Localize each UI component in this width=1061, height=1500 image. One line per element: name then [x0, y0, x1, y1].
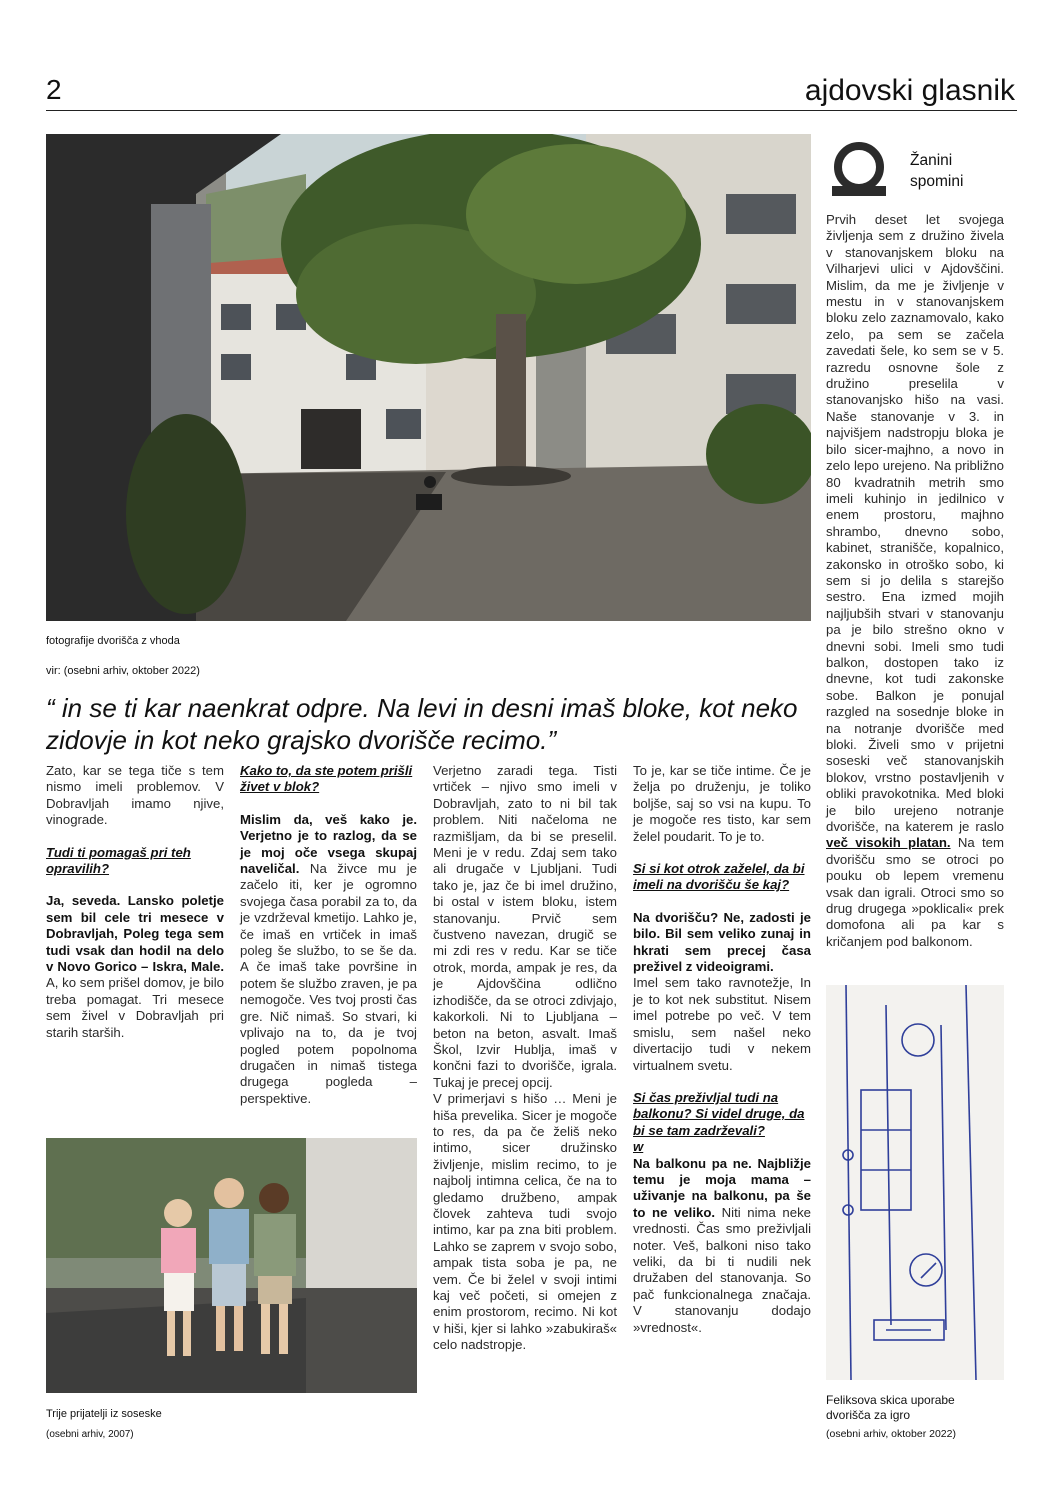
- sidebar-title: [910, 150, 963, 192]
- article-column-4: [633, 763, 811, 1336]
- sidebar-highlight: več visokih platan.: [826, 835, 951, 851]
- article-column-1: [46, 763, 224, 1041]
- header-divider: [46, 110, 1017, 111]
- paragraph: [826, 212, 1004, 950]
- interview-question-extra: w: [633, 1139, 644, 1155]
- answer-bold: Mislim da, veš kako je. Verjetno je to razlog, da se je moj oče vsega skupaj naveličal.: [240, 811, 417, 877]
- paragraph: [633, 910, 811, 976]
- sidebar-text: [826, 212, 1004, 950]
- sidebar-text-b: Na tem dvorišču smo se otroci po pouku ob lepem vremenu vsak dan igrali. Otroci smo so drug drugega »poklicali« prek domofona ali pa kar s kričanjem pod balkonom.: [826, 835, 1004, 949]
- main-photo-source: vir: (osebni arhiv, oktober 2022): [46, 665, 200, 677]
- paragraph: To je, kar se tiče intime. Če je želja po druženju, je toliko boljše, saj so vsi na kupu. To je mogoče res tisto, kar sem želel poudarit. To je to.: [633, 763, 811, 844]
- answer-text: A, ko sem prišel domov, je bilo treba pomagat. Tri mesece sem živel v Dobravljah pri starih starših.: [46, 975, 224, 1040]
- kids-photo-source: (osebni arhiv, 2007): [46, 1429, 134, 1440]
- kids-photo-caption: Trije prijatelji iz soseske: [46, 1408, 162, 1420]
- sidebar-text-a: Prvih deset let svojega življenja sem z družino živela v stanovanjskem bloku na Vilharjevi ulici v Ajdovščini. Mislim, da me je življenje v mestu in v stanovanjskem bloku zelo zaznamovalo, kako zelo, pa sem se začela zavedati šele, ko sem se v 5. razredu osnovne šole z družino preselila v stanovanjsko hišo na vasi. Naše stanovanje v 3. in najvišjem nadstropju bloka je bilo sicer-majhno, a novo in zelo lepo urejeno. Na približno 80 kvadratnih metrih smo imeli kuhinjo in jedilnico v enem prostoru, majhno shrambo, dnevno sobo, kabinet, stranišče, kopalnico, zakonsko in otroško sobo, ki sem si jo delila s starejšo sestro. Ena izmed mojih najljubših stvari v stanovanju pa je bilo strešno okno v dnevni sobi. Imeli smo tudi balkon, dostopen tako iz dnevne, kot tudi zakonske sobe. Balkon je ponujal razgled na sosednje bloke in na notranje dvorišče med bloki. Živeli smo v prijetni soseski več stanovanjskih blokov, vrstno postavljenih v obliki pravokotnika. Med bloki je bilo urejeno notranje dvorišče, na katerem je raslo: [826, 212, 1004, 835]
- article-column-3: [433, 763, 617, 1354]
- paragraph: Imel sem tako ravnotežje, In je to kot nek substitut. Nisem imel potrebe po več. V tem smislu, sem našel neko divertacijo tudi v nekem virtualnem svetu.: [633, 975, 811, 1073]
- interview-question: Tudi ti pomagaš pri teh opravilih?: [46, 844, 191, 877]
- answer-bold: Na balkonu pa ne. Najbližje temu je moja mama – uživanje na balkonu, pa še to ne veliko.: [633, 1155, 811, 1220]
- answer-bold: Na dvorišču? Ne, zadosti je bilo. Bil sem veliko zunaj in hkrati sem precej časa preživel z videoigrami.: [633, 909, 811, 975]
- main-photo-caption: fotografije dvorišča z vhoda: [46, 635, 180, 647]
- interview-question: Si čas preživljal tudi na balkonu? Si videl druge, da bi se tam zadrževali?: [633, 1089, 805, 1138]
- publication-title: ajdovski glasnik: [804, 74, 1015, 107]
- answer-text: Na živce mu je začelo iti, ker je ogromno svojega časa porabil za to, da je vzdrževal kmetijo. Lahko je, če imaš en vrtiček in imaš poleg še službo, to se še da. A če imaš take površine in potem še službo zraven, je pa nemogoče. Ves tvoj prosti čas gre. Nič nimaš. So stvari, ki vplivajo na to, da je tvoj pogled potem popolnoma drugačen in nimaš tistega drugega pogleda – perspektive.: [240, 861, 417, 1106]
- page-number: 2: [46, 74, 62, 105]
- sketch-caption: Feliksova skica uporabe dvorišča za igro: [826, 1393, 955, 1422]
- sketch-source: (osebni arhiv, oktober 2022): [826, 1428, 956, 1440]
- article-column-2: [240, 763, 417, 1107]
- paragraph: [633, 1156, 811, 1336]
- sketch-image: [826, 985, 1004, 1380]
- answer-text: Niti nima neke vrednosti. Čas smo preživljali noter. Veš, balkoni niso tako veliki, da bi ti nudili nek družaben del stanovanja. So pač funkcionalnega značaja. V stanovanju dodajo »vrednost«.: [633, 1204, 811, 1335]
- kids-photo: [46, 1138, 417, 1393]
- interview-question: Si si kot otrok zaželel, da bi imeli na dvorišču še kaj?: [633, 861, 805, 893]
- avatar-icon: [826, 142, 892, 196]
- paragraph: Verjetno zaradi tega. Tisti vrtiček – njivo smo imeli v Dobravljah, zato to ni bil tak problem. Niti načeloma ne razmišljam, da bi se preselil. Meni je v redu. Zdaj sem tako ali drugače v Ljubljani. Tudi tako je, jaz če bi imel družino, bi ostal v istem bloku, istem stanovanju. Prvič sem čustveno navezan, drugič se mi zdi res v redu. Kar se tiče otrok, morda, ampak je res, da je Ajdovščina odlično izhodišče, da se otroci zdivjajo, kakorkoli. Ni to Ljubljana – beton na beton, asvalt. Imaš Škol, Izvir Hublja, imaš v končni fazi to dvorišče, igrala. Tukaj je precej opcij.: [433, 763, 617, 1090]
- paragraph: [240, 812, 417, 1107]
- paragraph: V primerjavi s hišo … Meni je hiša prevelika. Sicer je mogoče to res, da pa če želiš neko intimo, sicer družinsko življenje, mislim recimo, to je najbolj intimna celica, če na to gledamo družbeno, ampak človek zahteva tudi svojo intimo, kar pa zna biti problem. Lahko se zaprem v svojo sobo, ampak tista soba je pa, ne vem. Če bi želel v svoji intimi kaj več početi, si omejen z enim prostorom, recimo. Ni kot v hiši, kjer si lahko »zabukiraš« celo nadstropje.: [433, 1091, 617, 1353]
- courtyard-photo: [46, 134, 811, 621]
- sidebar-title-line: spomini: [910, 173, 964, 190]
- interview-question: Kako to, da ste potem prišli živet v blok?: [240, 763, 413, 795]
- pull-quote: “ in se ti kar naenkrat odpre. Na levi in desni imaš bloke, kot neko zidovje in kot neko grajsko dvorišče recimo.”: [46, 693, 798, 755]
- paragraph: [46, 893, 224, 1041]
- paragraph: Zato, kar se tega tiče s tem nismo imeli problemov. V Dobravljah imamo njive, vinograde.: [46, 763, 224, 828]
- sidebar-title-line: Žanini: [910, 152, 953, 169]
- answer-bold: Ja, seveda. Lansko poletje sem bil cele tri mesece v Dobravljah, Poleg tega sem tudi vsak dan hodil na delo v Novo Gorico – Iskra, Male.: [46, 893, 224, 975]
